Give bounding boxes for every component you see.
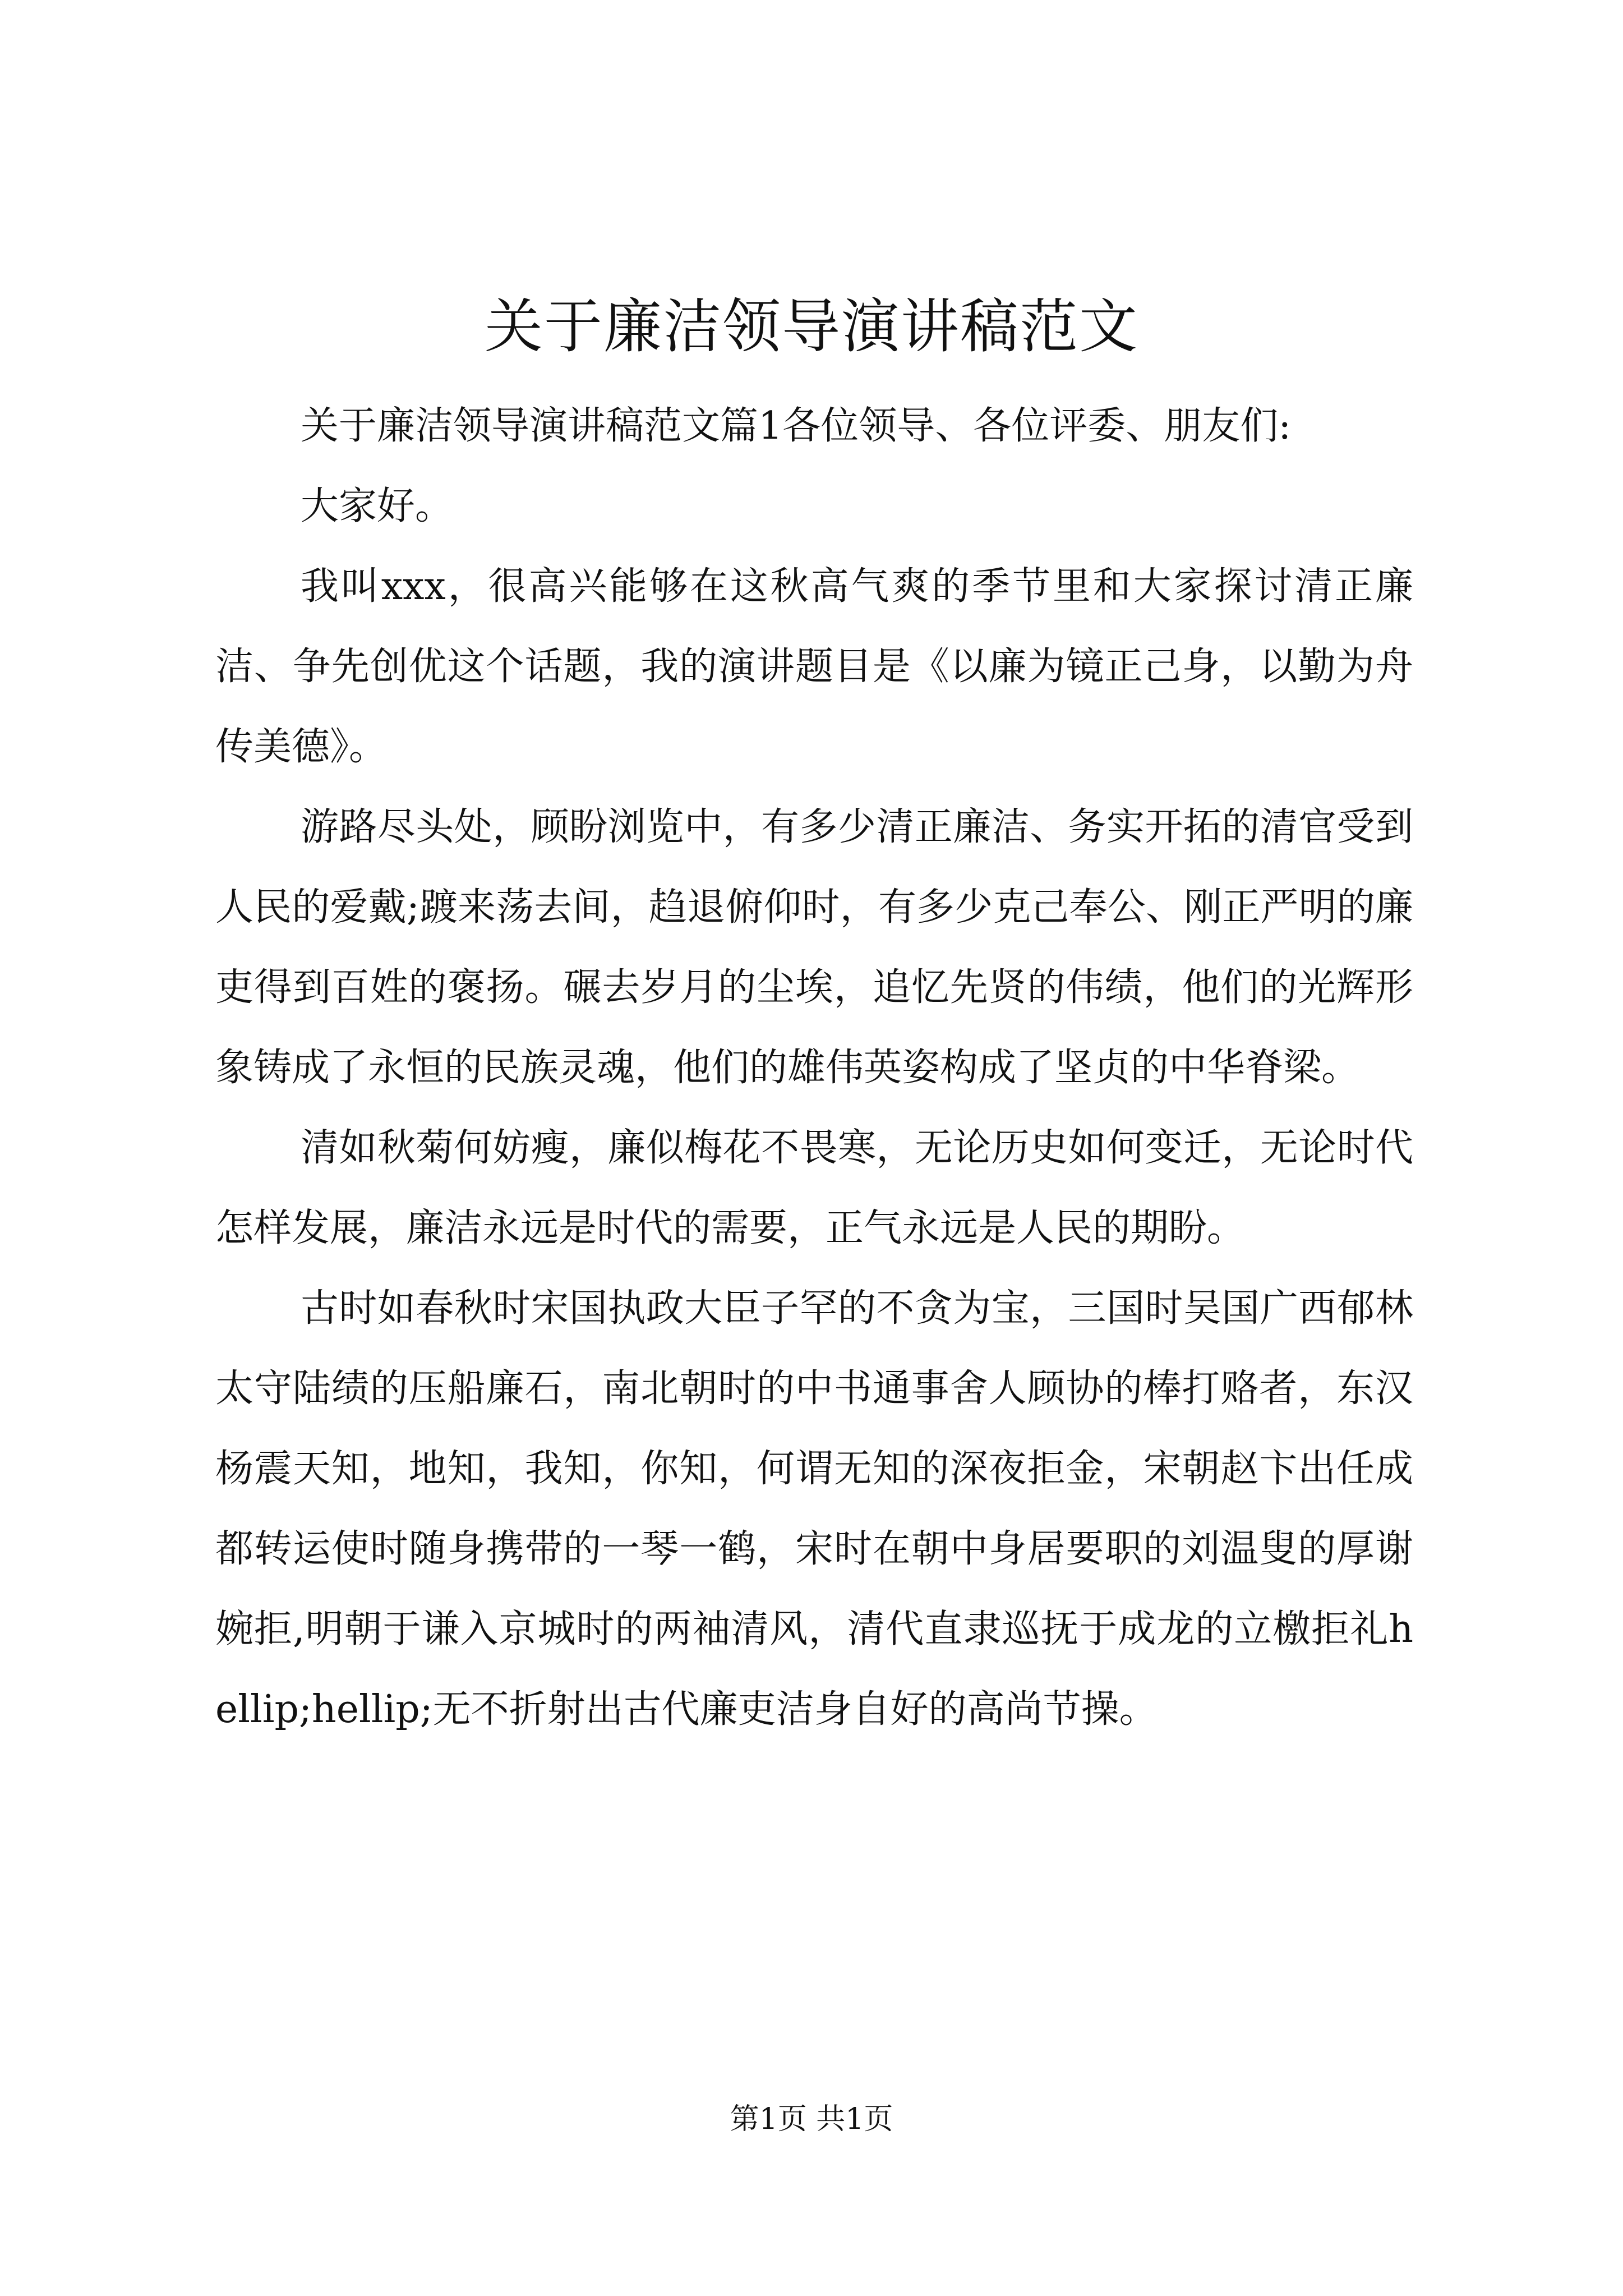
body-paragraph: 游路尽头处，顾盼浏览中，有多少清正廉洁、务实开拓的清官受到人民的爱戴;踱来荡去间，趋退俯仰时，有多少克己奉公、刚正严明的廉吏得到百姓的褒扬。碾去岁月的尘埃，追忆先贤的伟绩，他们的光辉形象铸成了永恒的民族灵魂，他们的雄伟英姿构成了坚贞的中华脊梁。 — [215, 805, 1413, 1090]
document-title: 关于廉洁领导演讲稿范文 — [484, 292, 1138, 361]
introduction-paragraph: 我叫xxx，很高兴能够在这秋高气爽的季节里和大家探讨清正廉洁、争先创优这个话题，我的演讲题目是《以廉为镜正己身，以勤为舟传美德》。 — [215, 564, 1413, 769]
greeting-paragraph: 大家好。 — [301, 484, 454, 528]
body-paragraph: 古时如春秋时宋国执政大臣子罕的不贪为宝，三国时吴国广西郁林太守陆绩的压船廉石，南北朝时的中书通事舍人顾协的棒打赂者，东汉杨震天知，地知，我知，你知，何谓无知的深夜拒金，宋朝赵卞出任成都转运使时随身携带的一琴一鹤，宋时在朝中身居要职的刘温叟的厚谢婉拒,明朝于谦入京城时的两袖清风，清代直隶巡抚于成龙的立檄拒礼hellip;hellip;无不折射出古代廉吏洁身自好的高尚节操。 — [215, 1286, 1413, 1732]
page-number-footer: 第1页 共1页 — [730, 2102, 893, 2136]
opening-salutation: 关于廉洁领导演讲稿范文篇1各位领导、各位评委、朋友们: — [301, 404, 1292, 448]
document-body — [215, 386, 1413, 1750]
body-paragraph: 清如秋菊何妨瘦，廉似梅花不畏寒，无论历史如何变迁，无论时代怎样发展，廉洁永远是时代的需要，正气永远是人民的期盼。 — [215, 1126, 1413, 1250]
